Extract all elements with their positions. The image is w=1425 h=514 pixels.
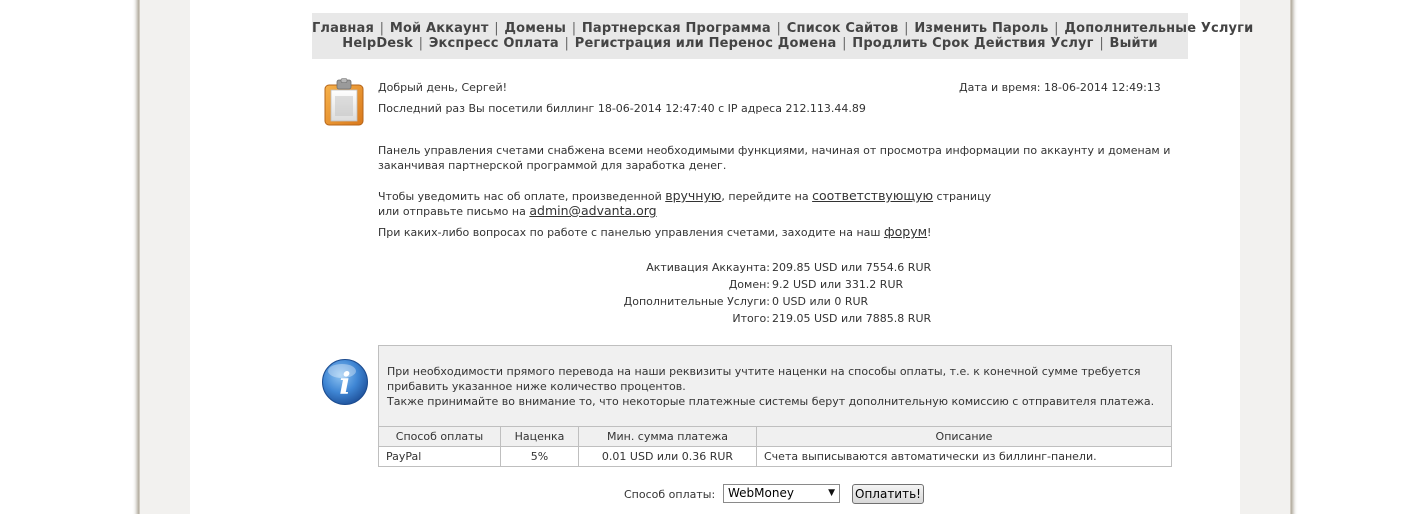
svg-text:i: i bbox=[339, 367, 351, 402]
notify-line-2 bbox=[378, 203, 657, 218]
nav-express-payment[interactable]: Экспресс Оплата bbox=[428, 36, 559, 51]
payment-page-link[interactable]: соответствующую bbox=[812, 188, 934, 203]
payment-method-selected: WebMoney bbox=[728, 486, 794, 500]
nav-separator: | bbox=[904, 21, 909, 36]
intro-line-2: заканчивая партнерской программой для заработка денег. bbox=[378, 159, 727, 172]
summary-row bbox=[560, 295, 980, 312]
notify-text: Чтобы уведомить нас об оплате, произведенной bbox=[378, 190, 666, 203]
column-header: Наценка bbox=[501, 427, 579, 447]
cell-method: PayPal bbox=[379, 447, 501, 467]
summary-row bbox=[560, 312, 980, 329]
table-row bbox=[379, 447, 1172, 467]
nav-my-account[interactable]: Мой Аккаунт bbox=[389, 21, 489, 36]
nav-separator: | bbox=[379, 21, 385, 36]
notify-text: страницу bbox=[933, 190, 992, 203]
forum-link[interactable]: форум bbox=[883, 224, 928, 239]
nav-separator: | bbox=[1099, 36, 1104, 51]
table-header-row bbox=[379, 427, 1172, 447]
forum-line bbox=[378, 224, 931, 239]
forum-text: При каких-либо вопросах по работе с панелью управления счетами, заходите на наш bbox=[378, 226, 884, 239]
last-visit-text: Последний раз Вы посетили биллинг 18-06-2014 12:47:40 с IP адреса 212.113.44.89 bbox=[378, 102, 866, 115]
greeting-text: Добрый день, Сергей! bbox=[378, 81, 507, 94]
admin-email-link[interactable]: admin@advanta.org bbox=[529, 203, 657, 218]
intro-line-1: Панель управления счетами снабжена всеми необходимыми функциями, начиная от просмотра информации по аккаунту и доменам и bbox=[378, 144, 1171, 157]
nav-additional-services[interactable]: Дополнительные Услуги bbox=[1064, 21, 1254, 36]
nav-separator: | bbox=[418, 36, 424, 51]
info-line-2: прибавить указанное ниже количество процентов. bbox=[387, 380, 686, 393]
summary-label: Активация Аккаунта: bbox=[646, 261, 770, 274]
column-header: Описание bbox=[757, 427, 1172, 447]
cell-description: Счета выписываются автоматически из биллинг-панели. bbox=[757, 447, 1172, 467]
nav-separator: | bbox=[776, 21, 782, 36]
summary-row bbox=[560, 261, 980, 278]
nav-domains[interactable]: Домены bbox=[504, 21, 566, 36]
payment-method-select[interactable] bbox=[723, 484, 840, 503]
column-header: Способ оплаты bbox=[379, 427, 501, 447]
nav-separator: | bbox=[1054, 21, 1059, 36]
nav-separator: | bbox=[564, 36, 570, 51]
nav-separator: | bbox=[571, 21, 577, 36]
payment-methods-table bbox=[378, 426, 1172, 467]
nav-row-1 bbox=[312, 21, 1254, 36]
clipboard-icon bbox=[323, 78, 365, 126]
payment-method-label: Способ оплаты: bbox=[624, 488, 716, 501]
payment-summary bbox=[560, 261, 980, 329]
nav-home[interactable]: Главная bbox=[312, 21, 374, 36]
info-line-3: Также принимайте во внимание то, что некоторые платежные системы берут дополнительную комиссию с отправителя платежа. bbox=[387, 395, 1155, 408]
dropdown-arrow-icon: ▼ bbox=[828, 488, 835, 498]
nav-separator: | bbox=[842, 36, 847, 51]
notify-text: или отправьте письмо на bbox=[378, 205, 530, 218]
info-icon bbox=[321, 358, 369, 406]
top-navigation bbox=[312, 13, 1254, 59]
summary-value: 209.85 USD или 7554.6 RUR bbox=[772, 261, 932, 274]
nav-row-2 bbox=[312, 36, 1188, 51]
payment-info-box bbox=[378, 345, 1172, 466]
nav-separator: | bbox=[494, 21, 499, 36]
notify-line-1 bbox=[378, 188, 991, 203]
manual-payment-link[interactable]: вручную bbox=[665, 188, 722, 203]
summary-value: 9.2 USD или 331.2 RUR bbox=[772, 278, 904, 291]
pay-button[interactable]: Оплатить! bbox=[852, 484, 924, 504]
nav-site-list[interactable]: Список Сайтов bbox=[786, 21, 899, 36]
cell-markup: 5% bbox=[501, 447, 579, 467]
nav-change-password[interactable]: Изменить Пароль bbox=[914, 21, 1049, 36]
nav-logout[interactable]: Выйти bbox=[1109, 36, 1158, 51]
summary-value: 219.05 USD или 7885.8 RUR bbox=[772, 312, 932, 325]
column-header: Мин. сумма платежа bbox=[579, 427, 757, 447]
info-line-1: При необходимости прямого перевода на наши реквизиты учтите наценки на способы оплаты, т.е. к конечной сумме требуется bbox=[387, 365, 1141, 378]
summary-row bbox=[560, 278, 980, 295]
nav-partner-program[interactable]: Партнерская Программа bbox=[581, 21, 771, 36]
summary-value: 0 USD или 0 RUR bbox=[772, 295, 869, 308]
nav-helpdesk[interactable]: HelpDesk bbox=[342, 36, 413, 51]
current-datetime: Дата и время: 18-06-2014 12:49:13 bbox=[959, 81, 1161, 94]
forum-text: ! bbox=[927, 226, 932, 239]
summary-label: Итого: bbox=[732, 312, 770, 325]
cell-min-amount: 0.01 USD или 0.36 RUR bbox=[579, 447, 757, 467]
nav-renew-services[interactable]: Продлить Срок Действия Услуг bbox=[852, 36, 1094, 51]
summary-label: Дополнительные Услуги: bbox=[623, 295, 770, 308]
info-note bbox=[387, 364, 1167, 409]
notify-text: , перейдите на bbox=[721, 190, 813, 203]
summary-label: Домен: bbox=[728, 278, 770, 291]
nav-domain-registration[interactable]: Регистрация или Перенос Домена bbox=[574, 36, 837, 51]
